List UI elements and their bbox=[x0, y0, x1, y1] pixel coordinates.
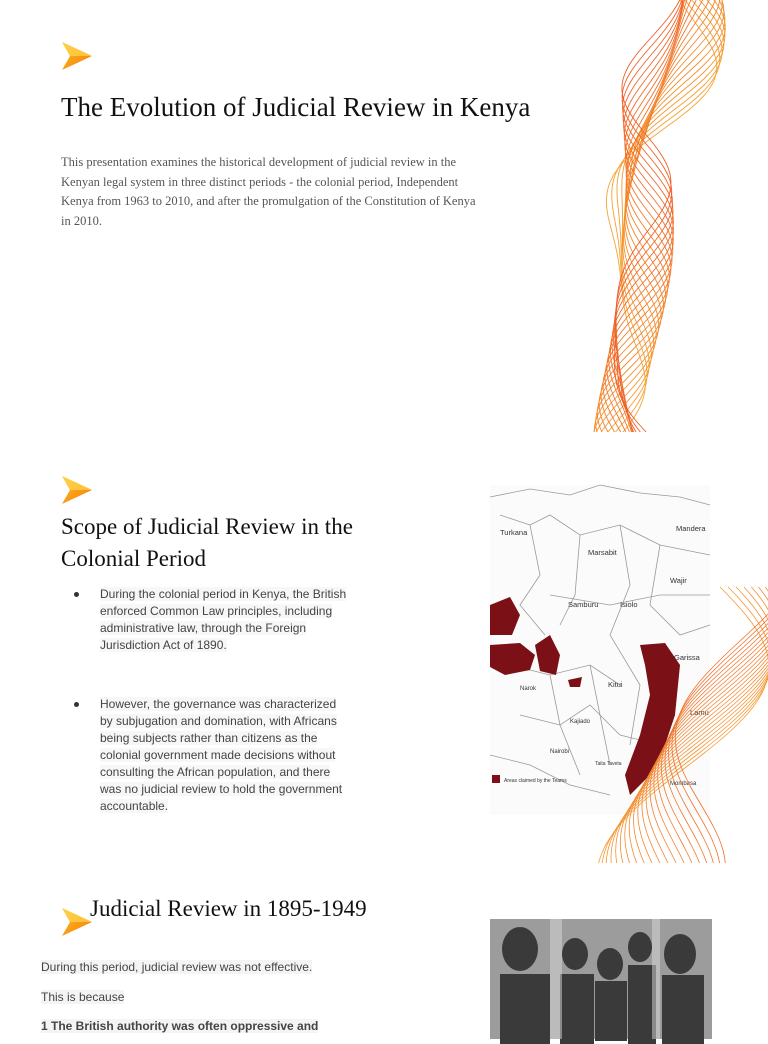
slide-title bbox=[0, 0, 768, 432]
map-label: Mandera bbox=[676, 524, 706, 533]
play-arrow-icon bbox=[60, 906, 94, 938]
map-label: Nairobi bbox=[550, 749, 569, 755]
body-text: During this period, judicial review was not effective. bbox=[41, 960, 312, 974]
wave-line bbox=[607, 0, 696, 432]
list-item bbox=[72, 696, 352, 815]
page-title: The Evolution of Judicial Review in Kenya bbox=[61, 92, 530, 123]
map-label: Mombasa bbox=[670, 781, 697, 787]
map-label: Isiolo bbox=[620, 600, 638, 609]
wave-line bbox=[642, 587, 768, 863]
body-text: This is because bbox=[41, 990, 124, 1004]
map-label: Taita Taveta bbox=[595, 761, 622, 767]
historical-photo bbox=[490, 919, 712, 1039]
wave-line bbox=[634, 587, 768, 863]
map-legend: Areas claimed by the Teams bbox=[504, 778, 567, 784]
bullet-dot bbox=[74, 702, 79, 707]
bullet-text: However, the governance was characterized by subjugation and domination, with Africans being subjects rather than citizens as the colonial government made decisions without consulting the African population, and there was no judicial review to hold the government accountable. bbox=[100, 697, 342, 813]
bullet-text: During the colonial period in Kenya, the British enforced Common Law principles, including administrative law, through the Foreign Jurisdiction Act of 1890. bbox=[100, 587, 346, 652]
map-label: Turkana bbox=[500, 528, 528, 537]
play-arrow-icon bbox=[60, 40, 94, 72]
map-label: Samburu bbox=[568, 600, 598, 609]
decorative-wave bbox=[600, 587, 768, 867]
list-item bbox=[72, 586, 352, 654]
wave-line bbox=[646, 587, 768, 863]
map-label: Narok bbox=[520, 686, 537, 692]
map-label: Kitui bbox=[608, 680, 623, 689]
map-label: Wajir bbox=[670, 576, 687, 585]
wave-line bbox=[602, 587, 768, 863]
map-label: Marsabit bbox=[588, 548, 618, 557]
slide-1895-1949 bbox=[0, 883, 768, 1024]
section-title: Scope of Judicial Review in the Colonial Period bbox=[61, 511, 421, 575]
decorative-wave bbox=[560, 0, 760, 432]
bullet-dot bbox=[74, 592, 79, 597]
section-title: Judicial Review in 1895-1949 bbox=[90, 896, 367, 922]
map-label: Lamu bbox=[690, 708, 709, 717]
intro-paragraph: This presentation examines the historical development of judicial review in the Kenyan legal system in three distinct periods - the colonial period, Independent Kenya from 1963 to 2010, and after the promulgation of the Constitution of Kenya in 2010. bbox=[61, 153, 481, 231]
map-label: Garissa bbox=[674, 653, 701, 662]
wave-line bbox=[606, 587, 768, 863]
bullet-list bbox=[72, 586, 352, 857]
wave-line bbox=[675, 587, 768, 863]
map-label: Kajiado bbox=[570, 719, 591, 725]
play-arrow-icon bbox=[60, 474, 94, 506]
wave-line bbox=[665, 587, 768, 863]
wave-line bbox=[625, 587, 768, 863]
body-text: 1 The British authority was often oppressive and bbox=[41, 1019, 318, 1033]
slide-colonial bbox=[0, 447, 768, 867]
